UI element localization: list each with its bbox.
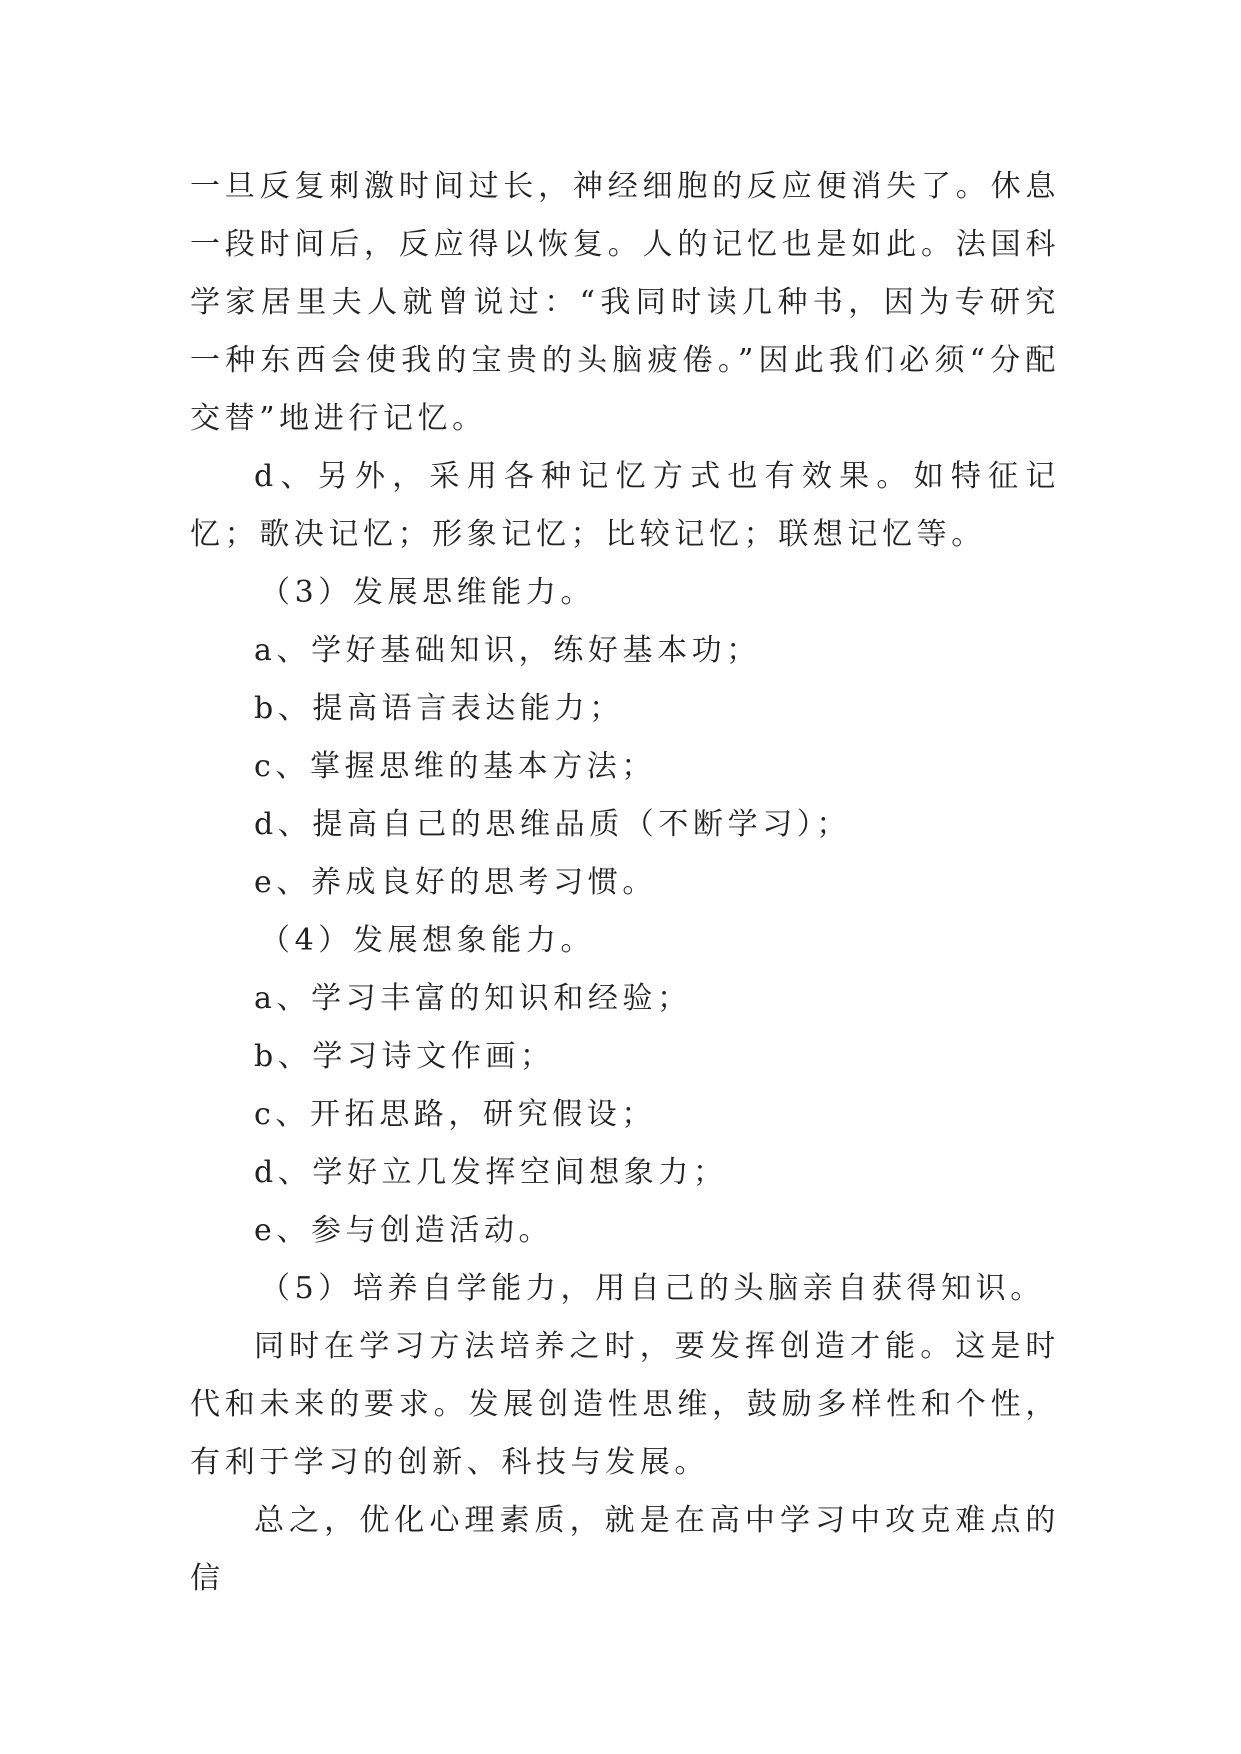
list-item: c、掌握思维的基本方法； (254, 749, 657, 784)
section-heading-imagination: （4）发展想象能力。 (260, 923, 596, 958)
list-item: d、提高自己的思维品质（不断学习）； (254, 807, 852, 842)
list-item: b、提高语言表达能力； (254, 691, 624, 726)
document-body (190, 158, 1060, 1608)
paragraph-conclusion: 总之，优化心理素质，就是在高中学习中攻克难点的信 (190, 1503, 1060, 1596)
section-heading-self-study: （5）培养自学能力，用自己的头脑亲自获得知识。 (260, 1271, 1045, 1306)
section-heading-thinking: （3）发展思维能力。 (260, 575, 596, 610)
paragraph-creativity: 同时在学习方法培养之时，要发挥创造才能。这是时代和未来的要求。发展创造性思维，鼓励多样性和个性，有利于学习的创新、科技与发展。 (190, 1329, 1060, 1480)
paragraph-memory-rest: 一旦反复刺激时间过长，神经细胞的反应便消失了。休息一段时间后，反应得以恢复。人的记忆也是如此。法国科学家居里夫人就曾说过：“我同时读几种书，因为专研究一种东西会使我的宝贵的头脑疲倦。”因此我们必须“分配交替”地进行记忆。 (190, 169, 1060, 436)
list-item: a、学好基础知识，练好基本功； (254, 633, 761, 668)
list-item: a、学习丰富的知识和经验； (254, 981, 692, 1016)
paragraph-memory-methods: d、另外，采用各种记忆方式也有效果。如特征记忆；歌决记忆；形象记忆；比较记忆；联想记忆等。 (190, 459, 1060, 552)
list-item: b、学习诗文作画； (254, 1039, 555, 1074)
list-item: d、学好立几发挥空间想象力； (254, 1155, 728, 1190)
list-item: e、参与创造活动。 (254, 1213, 554, 1248)
list-item: e、养成良好的思考习惯。 (254, 865, 657, 900)
list-item: c、开拓思路，研究假设； (254, 1097, 657, 1132)
